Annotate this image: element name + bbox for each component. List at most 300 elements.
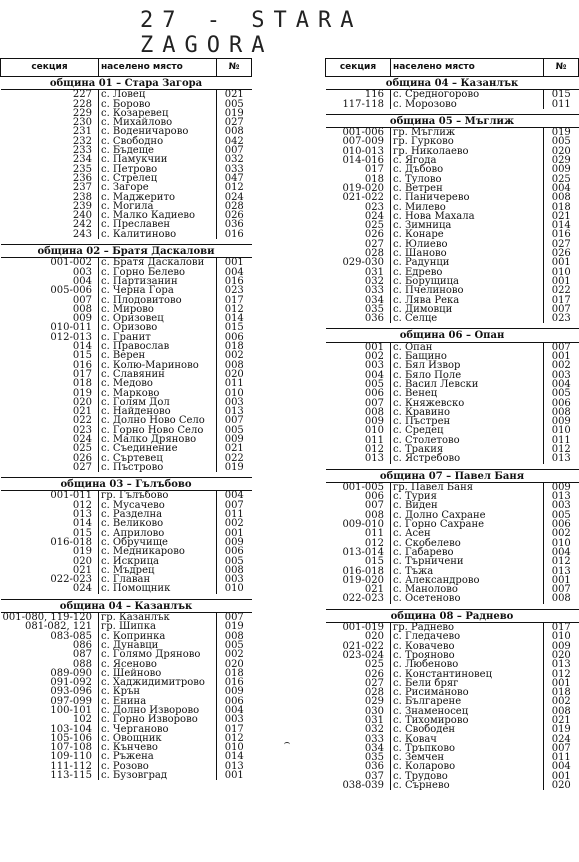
- number-cell: 017: [224, 294, 244, 306]
- number-cell: 001: [224, 770, 244, 782]
- number-cell: 012: [551, 668, 571, 680]
- place-cell: с. Трояново: [391, 651, 544, 660]
- table-row: [326, 165, 579, 174]
- place-cell: с. Овощник: [98, 734, 216, 743]
- number-cell: 027: [551, 238, 571, 250]
- section-cell: 021: [1, 566, 99, 575]
- number-cell: 022: [551, 285, 571, 297]
- place-cell: с. Мирово: [98, 305, 216, 314]
- place-cell: с. Ветрен: [391, 184, 544, 193]
- section-cell: 091-092: [1, 678, 99, 687]
- section-cell: 083-085: [1, 632, 99, 641]
- place-cell: с. Бъдеще: [98, 146, 216, 155]
- number-cell: 024: [224, 191, 244, 203]
- section-cell: 237: [1, 183, 99, 192]
- section-cell: 005-006: [1, 286, 99, 295]
- municipality-name: община 08 – Раднево: [326, 609, 579, 622]
- table-row: [326, 594, 579, 603]
- section-cell: 238: [1, 193, 99, 202]
- number-cell: 002: [224, 518, 244, 530]
- number-cell: 001: [224, 527, 244, 539]
- place-cell: с. Бяло Поле: [391, 371, 544, 380]
- section-cell: 010: [326, 426, 391, 435]
- section-cell: 100-101: [1, 706, 99, 715]
- section-cell: 031: [326, 716, 391, 725]
- section-cell: 103-104: [1, 725, 99, 734]
- number-cell: 006: [551, 519, 571, 531]
- place-cell: с. Пъстрен: [391, 417, 544, 426]
- section-cell: 097-099: [1, 697, 99, 706]
- place-cell: с. Нова Махала: [391, 212, 544, 221]
- section-cell: 036: [326, 762, 391, 771]
- place-cell: гр. Павел Баня: [391, 482, 544, 492]
- municipality-name: община 07 – Павел Баня: [326, 469, 579, 482]
- number-cell: 016: [224, 228, 244, 240]
- section-cell: 035: [326, 305, 391, 314]
- section-cell: 017: [326, 165, 391, 174]
- section-cell: 117-118: [326, 100, 391, 109]
- pen-mark: [284, 742, 290, 747]
- place-cell: с. Селце: [391, 314, 544, 323]
- place-cell: с. Долно Изворово: [98, 706, 216, 715]
- sections-table-left: [0, 58, 252, 780]
- number-cell: 007: [551, 742, 571, 754]
- section-cell: 231: [1, 127, 99, 136]
- number-cell: 012: [224, 303, 244, 315]
- section-cell: 232: [1, 137, 99, 146]
- number-cell: 010: [224, 387, 244, 399]
- section-cell: 001-011: [1, 491, 99, 501]
- table-row: [326, 212, 579, 221]
- number-cell: 010: [551, 631, 571, 643]
- number-cell: 004: [224, 705, 244, 716]
- section-cell: 003: [326, 361, 391, 370]
- table-row: [326, 482, 579, 492]
- table-row: [326, 230, 579, 239]
- section-cell: 020: [326, 632, 391, 641]
- section-cell: 020: [1, 557, 99, 566]
- section-cell: 008: [326, 408, 391, 417]
- number-cell: 007: [551, 341, 571, 353]
- section-cell: 109-110: [1, 752, 99, 761]
- number-cell: 008: [224, 630, 244, 642]
- place-cell: с. Милево: [391, 203, 544, 212]
- place-cell: с. Дъбово: [391, 165, 544, 174]
- place-cell: с. Съединение: [98, 444, 216, 453]
- section-cell: 036: [326, 314, 391, 323]
- place-cell: с. Васил Левски: [391, 380, 544, 389]
- section-cell: 008: [326, 511, 391, 520]
- section-cell: 234: [1, 155, 99, 164]
- section-cell: 026: [326, 670, 391, 679]
- place-cell: с. Розово: [98, 762, 216, 771]
- municipality-name: община 04 – Казанлък: [1, 599, 252, 612]
- place-cell: с. Тулово: [391, 175, 544, 184]
- number-cell: 010: [224, 583, 244, 595]
- section-cell: 025: [1, 444, 99, 453]
- section-cell: 034: [326, 744, 391, 753]
- section-cell: 013: [326, 454, 391, 463]
- number-cell: 001: [551, 257, 571, 269]
- section-cell: 021: [1, 407, 99, 416]
- number-cell: 009: [551, 164, 571, 176]
- section-cell: 233: [1, 146, 99, 155]
- place-cell: с. Бузовград: [98, 771, 216, 780]
- number-cell: 008: [551, 705, 571, 717]
- number-cell: 013: [551, 453, 571, 465]
- number-cell: 001: [551, 677, 571, 689]
- number-cell: 021: [551, 715, 571, 726]
- number-cell: 023: [551, 313, 571, 325]
- place-cell: с. Православ: [98, 342, 216, 351]
- number-cell: 007: [224, 145, 244, 157]
- place-cell: с. Михайлово: [98, 118, 216, 127]
- section-cell: 014-016: [326, 156, 391, 165]
- place-cell: с. Априлово: [98, 529, 216, 538]
- municipality-header: [1, 77, 252, 90]
- municipality-name: община 04 – Казанлък: [326, 77, 579, 90]
- table-row: [326, 156, 579, 165]
- section-cell: 031: [326, 268, 391, 277]
- table-row: [326, 417, 579, 426]
- section-cell: 105-106: [1, 734, 99, 743]
- section-cell: 022: [1, 416, 99, 425]
- place-cell: с. Медникарово: [98, 547, 216, 556]
- place-cell: с. Любеново: [391, 660, 544, 669]
- section-cell: 024: [1, 584, 99, 593]
- section-cell: 242: [1, 220, 99, 229]
- section-cell: 009: [1, 314, 99, 323]
- number-cell: 003: [551, 369, 571, 381]
- place-cell: с. Свободно: [98, 137, 216, 146]
- number-cell: 018: [551, 201, 571, 213]
- place-cell: с. Бял Извор: [391, 361, 544, 370]
- number-cell: 003: [224, 396, 244, 408]
- place-cell: с. Манолово: [391, 585, 544, 594]
- section-cell: 021-022: [326, 642, 391, 651]
- section-cell: 010-011: [1, 323, 99, 332]
- section-cell: 236: [1, 174, 99, 183]
- number-cell: 003: [224, 714, 244, 726]
- place-cell: с. Горно Изворово: [98, 715, 216, 724]
- municipality-name: община 05 – Мъглиж: [326, 114, 579, 127]
- section-cell: 001-005: [326, 482, 391, 492]
- number-cell: 010: [551, 537, 571, 549]
- section-cell: 111-112: [1, 762, 99, 771]
- place-cell: гр. Гълъбово: [98, 491, 216, 501]
- place-cell: с. Колю-Мариново: [98, 361, 216, 370]
- section-cell: 032: [326, 725, 391, 734]
- number-cell: 013: [551, 565, 571, 577]
- section-cell: 093-096: [1, 687, 99, 696]
- number-cell: 001: [551, 275, 571, 287]
- section-cell: 016-018: [1, 538, 99, 547]
- number-cell: 010: [551, 266, 571, 278]
- section-cell: 015: [1, 351, 99, 360]
- section-cell: 025: [326, 660, 391, 669]
- section-cell: 007-009: [326, 137, 391, 146]
- number-cell: 013: [551, 659, 571, 671]
- number-cell: 018: [551, 687, 571, 699]
- place-cell: с. Сърнево: [391, 781, 544, 790]
- number-cell: 009: [551, 481, 571, 493]
- table-row: [326, 408, 579, 417]
- section-cell: 027: [326, 240, 391, 249]
- number-cell: 001: [551, 351, 571, 363]
- section-cell: 038-039: [326, 781, 391, 790]
- section-cell: 018: [326, 175, 391, 184]
- place-cell: с. Искрица: [98, 557, 216, 566]
- municipality-header: [326, 609, 579, 622]
- place-cell: с. Осетеново: [391, 594, 544, 603]
- place-cell: с. Княжевско: [391, 399, 544, 408]
- number-cell: 006: [551, 397, 571, 409]
- place-cell: с. Тихомирово: [391, 716, 544, 725]
- municipality-name: община 01 – Стара Загора: [1, 77, 252, 90]
- table-row: [326, 258, 579, 267]
- municipality-header: [326, 114, 579, 127]
- section-cell: 016-018: [326, 567, 391, 576]
- number-cell: 013: [224, 406, 244, 418]
- place-cell: с. Пчелиново: [391, 286, 544, 295]
- number-cell: 029: [551, 155, 571, 167]
- place-cell: с. Крън: [98, 687, 216, 696]
- section-cell: 020: [1, 398, 99, 407]
- number-cell: 009: [224, 686, 244, 698]
- section-cell: 001-002: [1, 258, 99, 268]
- section-cell: 037: [326, 772, 391, 781]
- place-cell: с. Тракия: [391, 445, 544, 454]
- place-cell: с. Кравино: [391, 408, 544, 417]
- section-cell: 032: [326, 277, 391, 286]
- number-cell: 010: [551, 425, 571, 437]
- number-cell: 008: [551, 406, 571, 418]
- place-cell: с. Зимница: [391, 221, 544, 230]
- place-cell: с. Могила: [98, 202, 216, 211]
- number-cell: 020: [224, 658, 244, 670]
- number-cell: 004: [224, 266, 244, 278]
- header-place: населено място: [391, 59, 544, 77]
- place-cell: с. Българене: [391, 697, 544, 706]
- place-cell: с. Конаре: [391, 230, 544, 239]
- section-cell: 113-115: [1, 771, 99, 780]
- table-row: [326, 492, 579, 501]
- section-cell: 019-020: [326, 184, 391, 193]
- number-cell: 011: [551, 752, 571, 764]
- place-cell: с. Голямо Дряново: [98, 650, 216, 659]
- number-cell: 020: [551, 649, 571, 661]
- place-cell: с. Тъжа: [391, 567, 544, 576]
- place-cell: с. Земчен: [391, 753, 544, 762]
- section-cell: 023-024: [326, 651, 391, 660]
- section-cell: 024: [1, 435, 99, 444]
- table-row: [326, 454, 579, 463]
- section-cell: 019: [1, 389, 99, 398]
- place-cell: с. Петрово: [98, 165, 216, 174]
- number-cell: 002: [224, 350, 244, 362]
- place-cell: с. Асен: [391, 529, 544, 538]
- number-cell: 027: [224, 117, 244, 129]
- place-cell: с. Знаменосец: [391, 707, 544, 716]
- number-cell: 008: [551, 593, 571, 605]
- place-cell: с. Горно Ново Село: [98, 426, 216, 435]
- number-cell: 008: [224, 126, 244, 138]
- place-cell: с. Оризово: [98, 323, 216, 332]
- number-cell: 019: [551, 724, 571, 736]
- number-cell: 001: [551, 574, 571, 586]
- section-cell: 001-006: [326, 128, 391, 138]
- place-cell: с. Ягода: [391, 156, 544, 165]
- place-cell: с. Пъстрово: [98, 463, 216, 472]
- section-cell: 028: [326, 688, 391, 697]
- number-cell: 002: [551, 696, 571, 708]
- place-cell: с. Славянин: [98, 370, 216, 379]
- section-cell: 240: [1, 211, 99, 220]
- section-cell: 029: [326, 697, 391, 706]
- number-cell: 013: [551, 491, 571, 503]
- number-cell: 016: [224, 275, 244, 287]
- section-cell: 013-014: [326, 548, 391, 557]
- number-cell: 011: [224, 509, 244, 521]
- place-cell: с. Ковачево: [391, 642, 544, 651]
- section-cell: 027: [1, 463, 99, 472]
- place-cell: с. Едрево: [391, 268, 544, 277]
- place-cell: с. Загоре: [98, 183, 216, 192]
- number-cell: 003: [224, 574, 244, 586]
- section-cell: 086: [1, 641, 99, 650]
- place-cell: с. Найденово: [98, 407, 216, 416]
- number-cell: 023: [224, 285, 244, 297]
- number-cell: 003: [551, 500, 571, 512]
- place-cell: с. Малко Кадиево: [98, 211, 216, 220]
- place-cell: с. Венец: [391, 389, 544, 398]
- number-cell: 010: [224, 742, 244, 754]
- number-cell: 004: [551, 182, 571, 194]
- section-cell: 001-019: [326, 623, 391, 633]
- section-cell: 011: [326, 436, 391, 445]
- section-cell: 023: [326, 203, 391, 212]
- table-row: [326, 399, 579, 408]
- place-cell: с. Оризовец: [98, 314, 216, 323]
- place-cell: с. Обручище: [98, 538, 216, 547]
- number-cell: 011: [551, 434, 571, 446]
- section-cell: 015: [326, 557, 391, 566]
- place-cell: с. Разделна: [98, 510, 216, 519]
- section-cell: 012: [326, 445, 391, 454]
- place-cell: с. Ясеново: [98, 660, 216, 669]
- table-row: [326, 296, 579, 305]
- section-cell: 025: [326, 221, 391, 230]
- number-cell: 026: [224, 210, 244, 222]
- place-cell: с. Гранит: [98, 333, 216, 342]
- place-cell: с. Плодовитово: [98, 296, 216, 305]
- municipality-name: община 06 – Опан: [326, 329, 579, 342]
- place-cell: с. Константиновец: [391, 670, 544, 679]
- place-cell: с. Горно Белево: [98, 268, 216, 277]
- number-cell: 001: [224, 257, 244, 269]
- place-cell: с. Бели бряг: [391, 679, 544, 688]
- number-cell: 020: [224, 368, 244, 380]
- section-cell: 016: [1, 361, 99, 370]
- municipality-name: община 02 – Братя Даскалови: [1, 245, 252, 258]
- section-cell: 107-108: [1, 743, 99, 752]
- number-cell: 042: [224, 135, 244, 147]
- section-cell: 087: [1, 650, 99, 659]
- section-cell: 019: [1, 547, 99, 556]
- number-cell: 017: [224, 723, 244, 735]
- place-cell: с. Партизанин: [98, 277, 216, 286]
- place-cell: с. Александрово: [391, 576, 544, 585]
- municipality-header: [1, 478, 252, 491]
- section-cell: 227: [1, 90, 99, 100]
- table-row: [326, 725, 579, 734]
- section-cell: 004: [326, 371, 391, 380]
- place-cell: с. Ловец: [98, 90, 216, 100]
- number-cell: 019: [224, 461, 244, 473]
- place-cell: с. Долно Сахране: [391, 511, 544, 520]
- section-cell: 243: [1, 230, 99, 239]
- place-cell: гр. Раднево: [391, 623, 544, 633]
- table-row: [326, 100, 579, 109]
- table-row: [326, 221, 579, 230]
- municipality-header: [326, 77, 579, 90]
- number-cell: 019: [224, 107, 244, 119]
- place-cell: с. Гледачево: [391, 632, 544, 641]
- section-cell: 005: [326, 380, 391, 389]
- place-cell: с. Средногорово: [391, 90, 544, 100]
- place-cell: с. Шаново: [391, 249, 544, 258]
- section-cell: 012: [1, 501, 99, 510]
- place-cell: с. Коларово: [391, 762, 544, 771]
- table-row: [326, 744, 579, 753]
- section-cell: 007: [1, 296, 99, 305]
- number-cell: 007: [224, 415, 244, 427]
- place-cell: с. Скобелево: [391, 539, 544, 548]
- number-cell: 020: [551, 145, 571, 157]
- number-cell: 014: [551, 220, 571, 232]
- section-cell: 013: [1, 510, 99, 519]
- place-cell: с. Копринка: [98, 632, 216, 641]
- table-row: [326, 342, 579, 352]
- header-place: населено място: [98, 59, 216, 77]
- number-cell: 013: [224, 760, 244, 772]
- place-cell: с. Дунавци: [98, 641, 216, 650]
- section-cell: 002: [326, 352, 391, 361]
- number-cell: 008: [224, 359, 244, 371]
- place-cell: гр. Николаево: [391, 147, 544, 156]
- place-cell: с. Трудово: [391, 772, 544, 781]
- section-cell: 034: [326, 296, 391, 305]
- section-cell: 012-013: [1, 333, 99, 342]
- number-cell: 004: [551, 378, 571, 390]
- place-cell: с. Кънчево: [98, 743, 216, 752]
- section-cell: 033: [326, 286, 391, 295]
- place-cell: гр. Гурково: [391, 137, 544, 146]
- number-cell: 020: [551, 780, 571, 792]
- municipality-name: община 03 – Гълъбово: [1, 478, 252, 491]
- number-cell: 019: [551, 127, 571, 139]
- municipality-header: [326, 469, 579, 482]
- table-row: [1, 771, 252, 780]
- number-cell: 004: [224, 490, 244, 502]
- section-cell: 029-030: [326, 258, 391, 267]
- table-row: [1, 463, 252, 472]
- place-cell: с. Турия: [391, 492, 544, 501]
- section-cell: 001-080, 119-120: [1, 613, 99, 623]
- section-cell: 088: [1, 660, 99, 669]
- place-cell: с. Верен: [98, 351, 216, 360]
- number-cell: 015: [224, 322, 244, 334]
